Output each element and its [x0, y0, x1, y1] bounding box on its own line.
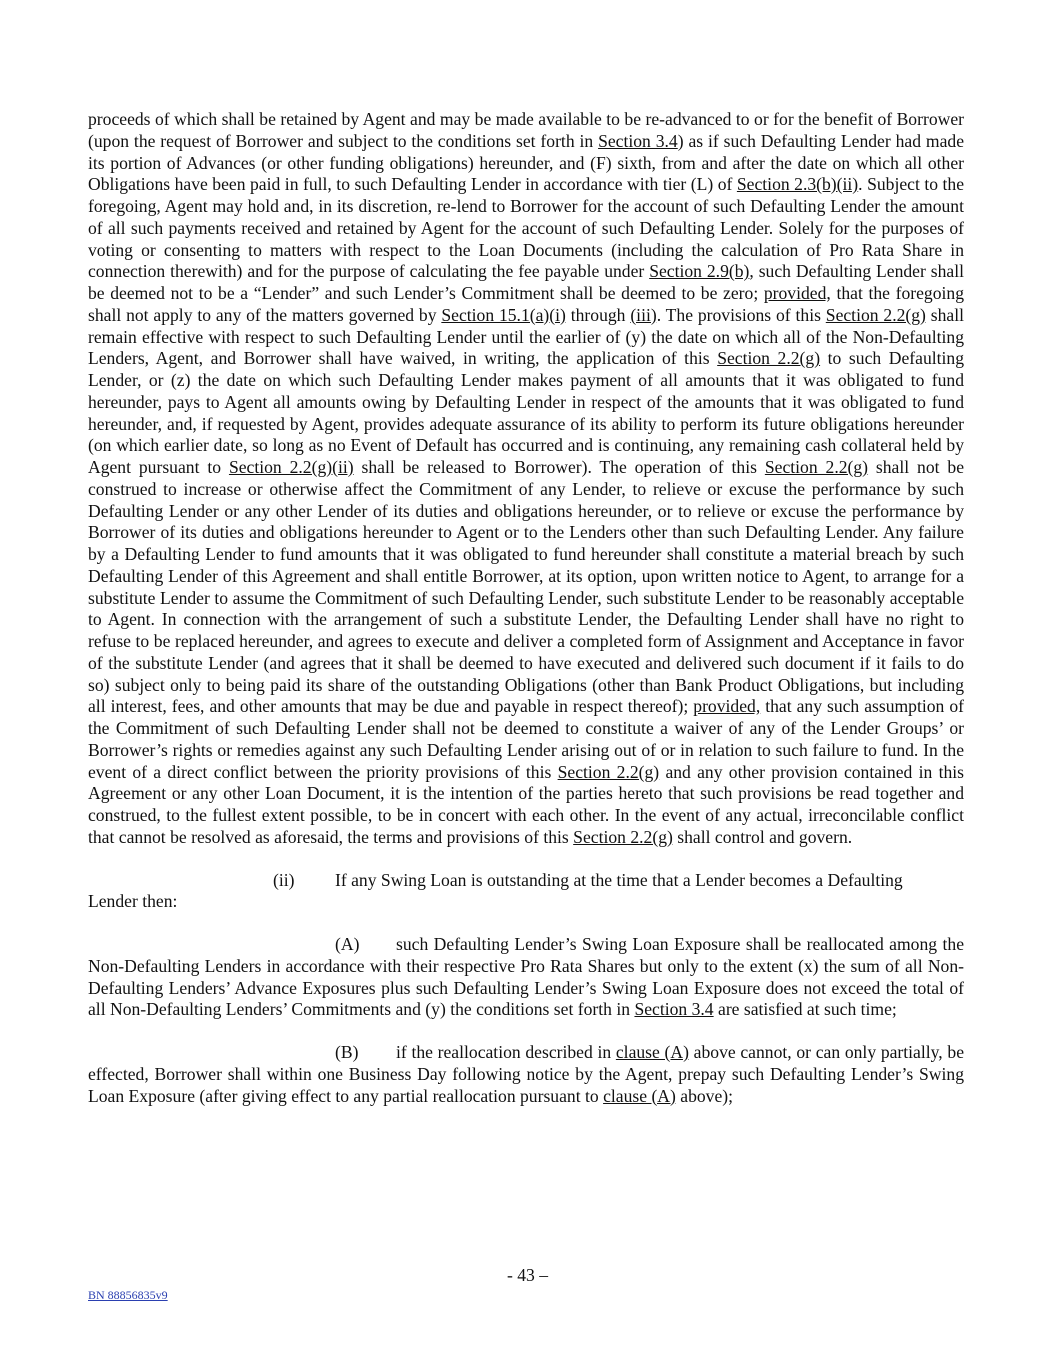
text-run: If any Swing Loan is outstanding at the time that a Lender becomes a Defaulting: [335, 869, 903, 890]
text-run: above cannot, or can only partially, be effected, Borrower shall within one Business Day following notice by the Agent, prepay such Defaulting Lender’s Swing Loan Exposure (after giving effect to any partial reallocation pursuant to: [88, 1042, 964, 1106]
text-run: to such Defaulting Lender, or (z) the date on which such Defaulting Lender makes payment of all amounts that it was obligated to fund hereunder, pays to Agent all amounts owing by Defaulting Lender in respect of the amounts that it was obligated to fund hereunder, and, if requested by Agent, provides adequate assurance of its ability to perform its future obligations hereunder (on which earlier date, so long as no Event of Default has occurred and is continuing, any remaining cash collateral held by Agent pursuant to: [88, 348, 965, 477]
clause-ii: [88, 870, 964, 914]
clause-number: (A): [335, 934, 360, 954]
main-paragraph: [88, 109, 964, 849]
clause-ii-second-line: [88, 891, 964, 913]
cross-reference: Section 2.9(b): [649, 261, 750, 282]
cross-reference: Section 2.2(g): [825, 304, 926, 325]
document-page: [88, 109, 964, 1107]
text-run: shall control and govern.: [672, 826, 853, 847]
text-run: . The provisions of this: [656, 304, 826, 325]
cross-reference: clause (A): [603, 1085, 676, 1106]
clause-indent: [88, 934, 335, 954]
cross-reference: Section 2.2(g): [573, 826, 673, 847]
clause-A: [88, 934, 964, 1021]
proviso-term: provided,: [763, 283, 831, 303]
clause-number: (ii): [273, 869, 295, 890]
text-run: that the foregoing shall not apply to any of the matters governed by: [88, 283, 964, 325]
page-number: - 43 –: [506, 1265, 549, 1285]
text-run: and any other provision contained in this Agreement or any other Loan Document, it is the intention of the parties hereto that such provisions be read together and construed, to the fullest extent possible, to be in concert with each other. In the event of any actual, irreconcilable conflict that cannot be resolved as aforesaid, the terms and provisions of this: [88, 761, 964, 847]
text-run: that any such assumption of the Commitment of such Defaulting Lender shall not be deemed to constitute a waiver of any of the Lender Groups’ or Borrower’s rights or remedies against any such Defaulting Lender arising out of or in relation to such failure to fund. In the event of a direct conflict between the priority provisions of this: [88, 696, 964, 782]
cross-reference: clause (A): [615, 1042, 689, 1062]
cross-reference: Section 3.4: [598, 130, 678, 151]
proviso-term: provided,: [693, 696, 761, 717]
cross-reference: Section 3.4: [634, 999, 714, 1020]
text-run: above);: [675, 1085, 734, 1106]
clause-number: (B): [335, 1042, 359, 1062]
text-run: . Subject to the foregoing, Agent may hold and, in its discretion, re-lend to Borrower for the account of such Defaulting Lender the amount of all such payments received and retained by Agent for the account of such Defaulting Lender. Solely for the purposes of voting or consenting to matters with respect to the Loan Documents (including the calculation of Pro Rata Share in connection therewith) and for the purpose of calculating the fee payable under: [88, 174, 965, 282]
cross-reference: Section 2.3(b)(ii): [736, 174, 859, 195]
text-run: through: [565, 304, 631, 325]
clause-indent: [88, 1042, 335, 1062]
text-run: shall remain effective with respect to such Defaulting Lender until the earlier of (y) the date on which all of the Non-Defaulting Lenders, Agent, and Borrower shall have waived, in writing, the application of this: [88, 304, 964, 369]
cross-reference: (iii): [630, 304, 657, 325]
text-run: ) as if such Defaulting Lender had made its portion of Advances (or other funding obligations) hereunder, and (F) sixth, from and after the date on which all other Obligations have been paid in full, to such Defaulting Lender in accordance with tier (L) of: [88, 130, 964, 195]
cross-reference: Section 2.2(g): [717, 348, 821, 369]
text-run: such Defaulting Lender’s Swing Loan Exposure shall be reallocated among the Non-Defaulting Lenders in accordance with their respective Pro Rata Shares but only to the extent (x) the sum of all Non-Defaulting Lenders’ Advance Exposures plus such Defaulting Lender’s Swing Loan Exposure does not exceed the total of all Non-Defaulting Lenders’ Commitments and (y) the conditions set forth in: [88, 934, 964, 1020]
cross-reference: Section 2.2(g): [764, 457, 869, 477]
cross-reference: Section 15.1(a)(i): [441, 304, 566, 325]
cross-reference: Section 2.2(g): [557, 761, 660, 782]
clause-ii-first-line: [88, 870, 964, 892]
cross-reference: Section 2.2(g)(ii): [228, 457, 354, 477]
text-run: are satisfied at such time;: [713, 999, 897, 1020]
text-run: proceeds of which shall be retained by Agent and may be made available to be re-advanced to or for the benefit of Borrower (upon the request of Borrower and subject to the conditions set forth in: [88, 109, 964, 151]
clause-B: [88, 1042, 964, 1107]
text-run: , such Defaulting Lender shall be deemed not to be a “Lender” and such Lender’s Commitment shall be deemed to be zero;: [88, 261, 964, 303]
text-run: shall not be construed to increase or otherwise affect the Commitment of any Lender, to relieve or excuse the performance by such Defaulting Lender or any other Lender of its duties and obligations hereunder, or to relieve or excuse the performance by Borrower of its duties and obligations hereunder to Agent or to the Lenders other than such Defaulting Lender. Any failure by a Defaulting Lender to fund amounts that it was obligated to fund hereunder shall constitute a material breach by such Defaulting Lender of this Agreement and shall entitle Borrower, at its option, upon written notice to Agent, to arrange for a substitute Lender to assume the Commitment of such Defaulting Lender, such substitute Lender to be reasonably acceptable to Agent. In connection with the arrangement of such a substitute Lender, the Defaulting Lender shall have no right to refuse to be replaced hereunder, and agrees to execute and deliver a completed form of Assignment and Acceptance in favor of the substitute Lender (and agrees that it shall be deemed to have executed and delivered such document if it fails to do so) subject only to being paid its share of the outstanding Obligations (other than Bank Product Obligations, but including all interest, fees, and other amounts that may be due and payable in respect thereof);: [88, 457, 965, 717]
text-run: shall be released to Borrower). The operation of this: [353, 457, 765, 477]
text-run: Lender then:: [88, 891, 178, 912]
document-id-link[interactable]: BN 88856835v9: [88, 1288, 168, 1302]
text-run: if the reallocation described in: [396, 1042, 616, 1062]
